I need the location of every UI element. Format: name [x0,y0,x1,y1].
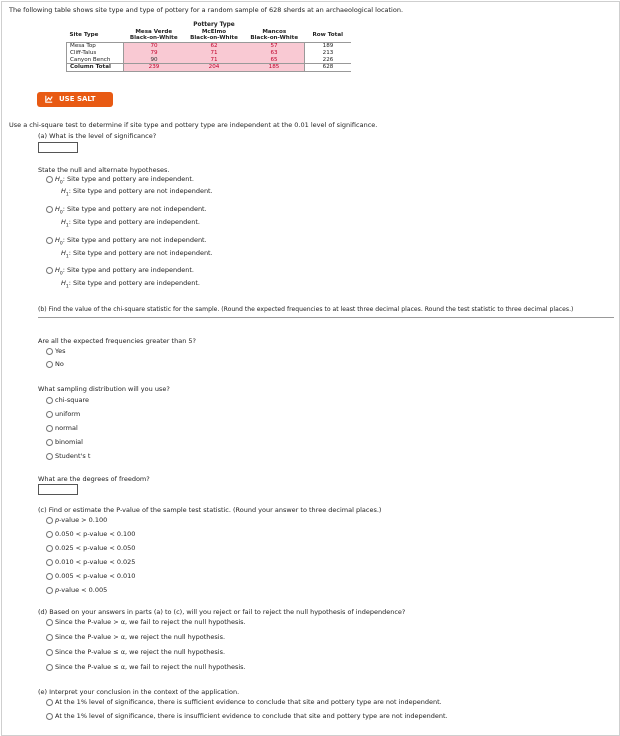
grand-total: 628 [305,64,352,72]
hypothesis-option-2-h0: $H_0$: Site type and pottery are not independent. [55,205,207,216]
cell: 62 [184,43,244,50]
hypotheses-prompt: State the null and alternate hypotheses. [38,166,170,174]
use-salt-label: USE SALT [59,95,96,103]
dist-student-t-radio[interactable] [46,453,53,460]
dist-normal-label: normal [55,424,78,432]
dist-binomial-radio[interactable] [46,439,53,446]
cell: 70 [124,43,185,50]
hypothesis-option-2-radio[interactable] [46,206,53,213]
expected-yes-label: Yes [55,347,66,355]
cell: 57 [244,43,305,50]
hypothesis-option-1-h1: $H_1$: Site type and pottery are not independent. [61,187,213,198]
col-total: 185 [244,64,305,72]
col-total: 204 [184,64,244,72]
col1-line2: Black-on-White [129,35,178,42]
pvalue-option-5-label: 0.005 < p-value < 0.010 [55,572,136,580]
use-salt-button[interactable] [37,92,113,107]
decision-option-2-radio[interactable] [46,634,53,641]
row-label: Cliff-Talus [67,50,124,57]
part-e-question: (e) Interpret your conclusion in the context of the application. [38,688,240,696]
table-row [67,57,352,64]
dist-chi-square-radio[interactable] [46,397,53,404]
row-total: 226 [305,57,352,64]
column-total-row [67,64,352,72]
hypothesis-option-4-h1: $H_1$: Site type and pottery are independent. [61,279,200,290]
pvalue-option-6-radio[interactable] [46,587,53,594]
pvalue-option-4-radio[interactable] [46,559,53,566]
expected-freq-question: Are all the expected frequencies greater than 5? [38,337,196,345]
col1-line1: Mesa Verde [135,28,173,35]
cell: 71 [184,50,244,57]
pvalue-option-3-label: 0.025 < p-value < 0.050 [55,544,136,552]
conclusion-option-2-label: At the 1% level of significance, there is insufficient evidence to conclude that site and pottery type are not independent. [55,712,448,720]
pvalue-option-6-label: p-value < 0.005 [55,586,108,594]
hypothesis-option-1-h0: $H_0$: Site type and pottery are independent. [55,175,194,186]
cell: 79 [124,50,185,57]
row-total-header: Row Total [312,32,344,39]
decision-option-4-radio[interactable] [46,664,53,671]
pvalue-option-4-label: 0.010 < p-value < 0.025 [55,558,136,566]
pottery-type-header: Pottery Type [193,22,235,28]
decision-option-3-radio[interactable] [46,649,53,656]
intro-text: The following table shows site type and type of pottery for a random sample of 628 sherds at an archaeological location. [9,6,404,14]
pvalue-option-1-label: p-value > 0.100 [55,516,108,524]
col2-line1: McElmo [201,28,227,35]
dist-chi-square-label: chi-square [55,396,89,404]
decision-option-1-label: Since the P-value > α, we fail to reject the null hypothesis. [55,618,246,626]
row-total: 213 [305,50,352,57]
chart-icon [45,95,53,103]
dist-uniform-radio[interactable] [46,411,53,418]
col-total: 239 [124,64,185,72]
part-d-question: (d) Based on your answers in parts (a) to (c), will you reject or fail to reject the null hypothesis of independence? [38,608,406,616]
site-type-header: Site Type [69,32,99,39]
pvalue-option-3-radio[interactable] [46,545,53,552]
instruction-text: Use a chi-square test to determine if site type and pottery type are independent at the 0.01 level of significance. [9,121,378,129]
pvalue-option-5-radio[interactable] [46,573,53,580]
distribution-question: What sampling distribution will you use? [38,385,170,393]
pvalue-option-2-label: 0.050 < p-value < 0.100 [55,530,136,538]
dist-uniform-label: uniform [55,410,81,418]
expected-yes-radio[interactable] [46,348,53,355]
row-label: Canyon Bench [67,57,124,64]
pvalue-option-2-radio[interactable] [46,531,53,538]
conclusion-option-1-radio[interactable] [46,699,53,706]
hypothesis-option-4-radio[interactable] [46,267,53,274]
conclusion-option-1-label: At the 1% level of significance, there is sufficient evidence to conclude that site and pottery type are not independent. [55,698,442,706]
cell: 90 [124,57,185,64]
expected-no-radio[interactable] [46,361,53,368]
hypothesis-option-3-h0: $H_0$: Site type and pottery are not independent. [55,236,207,247]
hypothesis-option-1-radio[interactable] [46,176,53,183]
expected-no-label: No [55,360,64,368]
cell: 71 [184,57,244,64]
row-total: 189 [305,43,352,50]
hypothesis-option-4-h0: $H_0$: Site type and pottery are independent. [55,266,194,277]
part-b-answer-line [38,317,614,318]
degrees-of-freedom-input[interactable] [38,484,78,495]
hypothesis-option-3-radio[interactable] [46,237,53,244]
decision-option-4-label: Since the P-value ≤ α, we fail to reject the null hypothesis. [55,663,246,671]
hypothesis-option-3-h1: $H_1$: Site type and pottery are not independent. [61,249,213,260]
decision-option-1-radio[interactable] [46,619,53,626]
df-question: What are the degrees of freedom? [38,475,150,483]
decision-option-3-label: Since the P-value ≤ α, we reject the null hypothesis. [55,648,226,656]
table-row [67,43,352,50]
col3-line2: Black-on-White [250,35,299,42]
dist-normal-radio[interactable] [46,425,53,432]
hypothesis-option-2-h1: $H_1$: Site type and pottery are independent. [61,218,200,229]
cell: 65 [244,57,305,64]
part-b-question: (b) Find the value of the chi-square statistic for the sample. (Round the expected frequencies to at least three decimal places. Round the test statistic to three decimal places.) [38,306,574,313]
cell: 63 [244,50,305,57]
table-row [67,50,352,57]
pottery-table [66,22,351,72]
row-label: Mesa Top [67,43,124,50]
conclusion-option-2-radio[interactable] [46,713,53,720]
part-c-question: (c) Find or estimate the P-value of the sample test statistic. (Round your answer to three decimal places.) [38,506,382,514]
significance-input[interactable] [38,142,78,153]
decision-option-2-label: Since the P-value > α, we reject the null hypothesis. [55,633,226,641]
pvalue-option-1-radio[interactable] [46,517,53,524]
col3-line1: Mancos [262,28,287,35]
part-a-question: (a) What is the level of significance? [38,132,157,140]
dist-student-t-label: Student's t [55,452,91,460]
col-total-label: Column Total [67,64,124,72]
dist-binomial-label: binomial [55,438,83,446]
col2-line2: Black-on-White [190,35,238,42]
